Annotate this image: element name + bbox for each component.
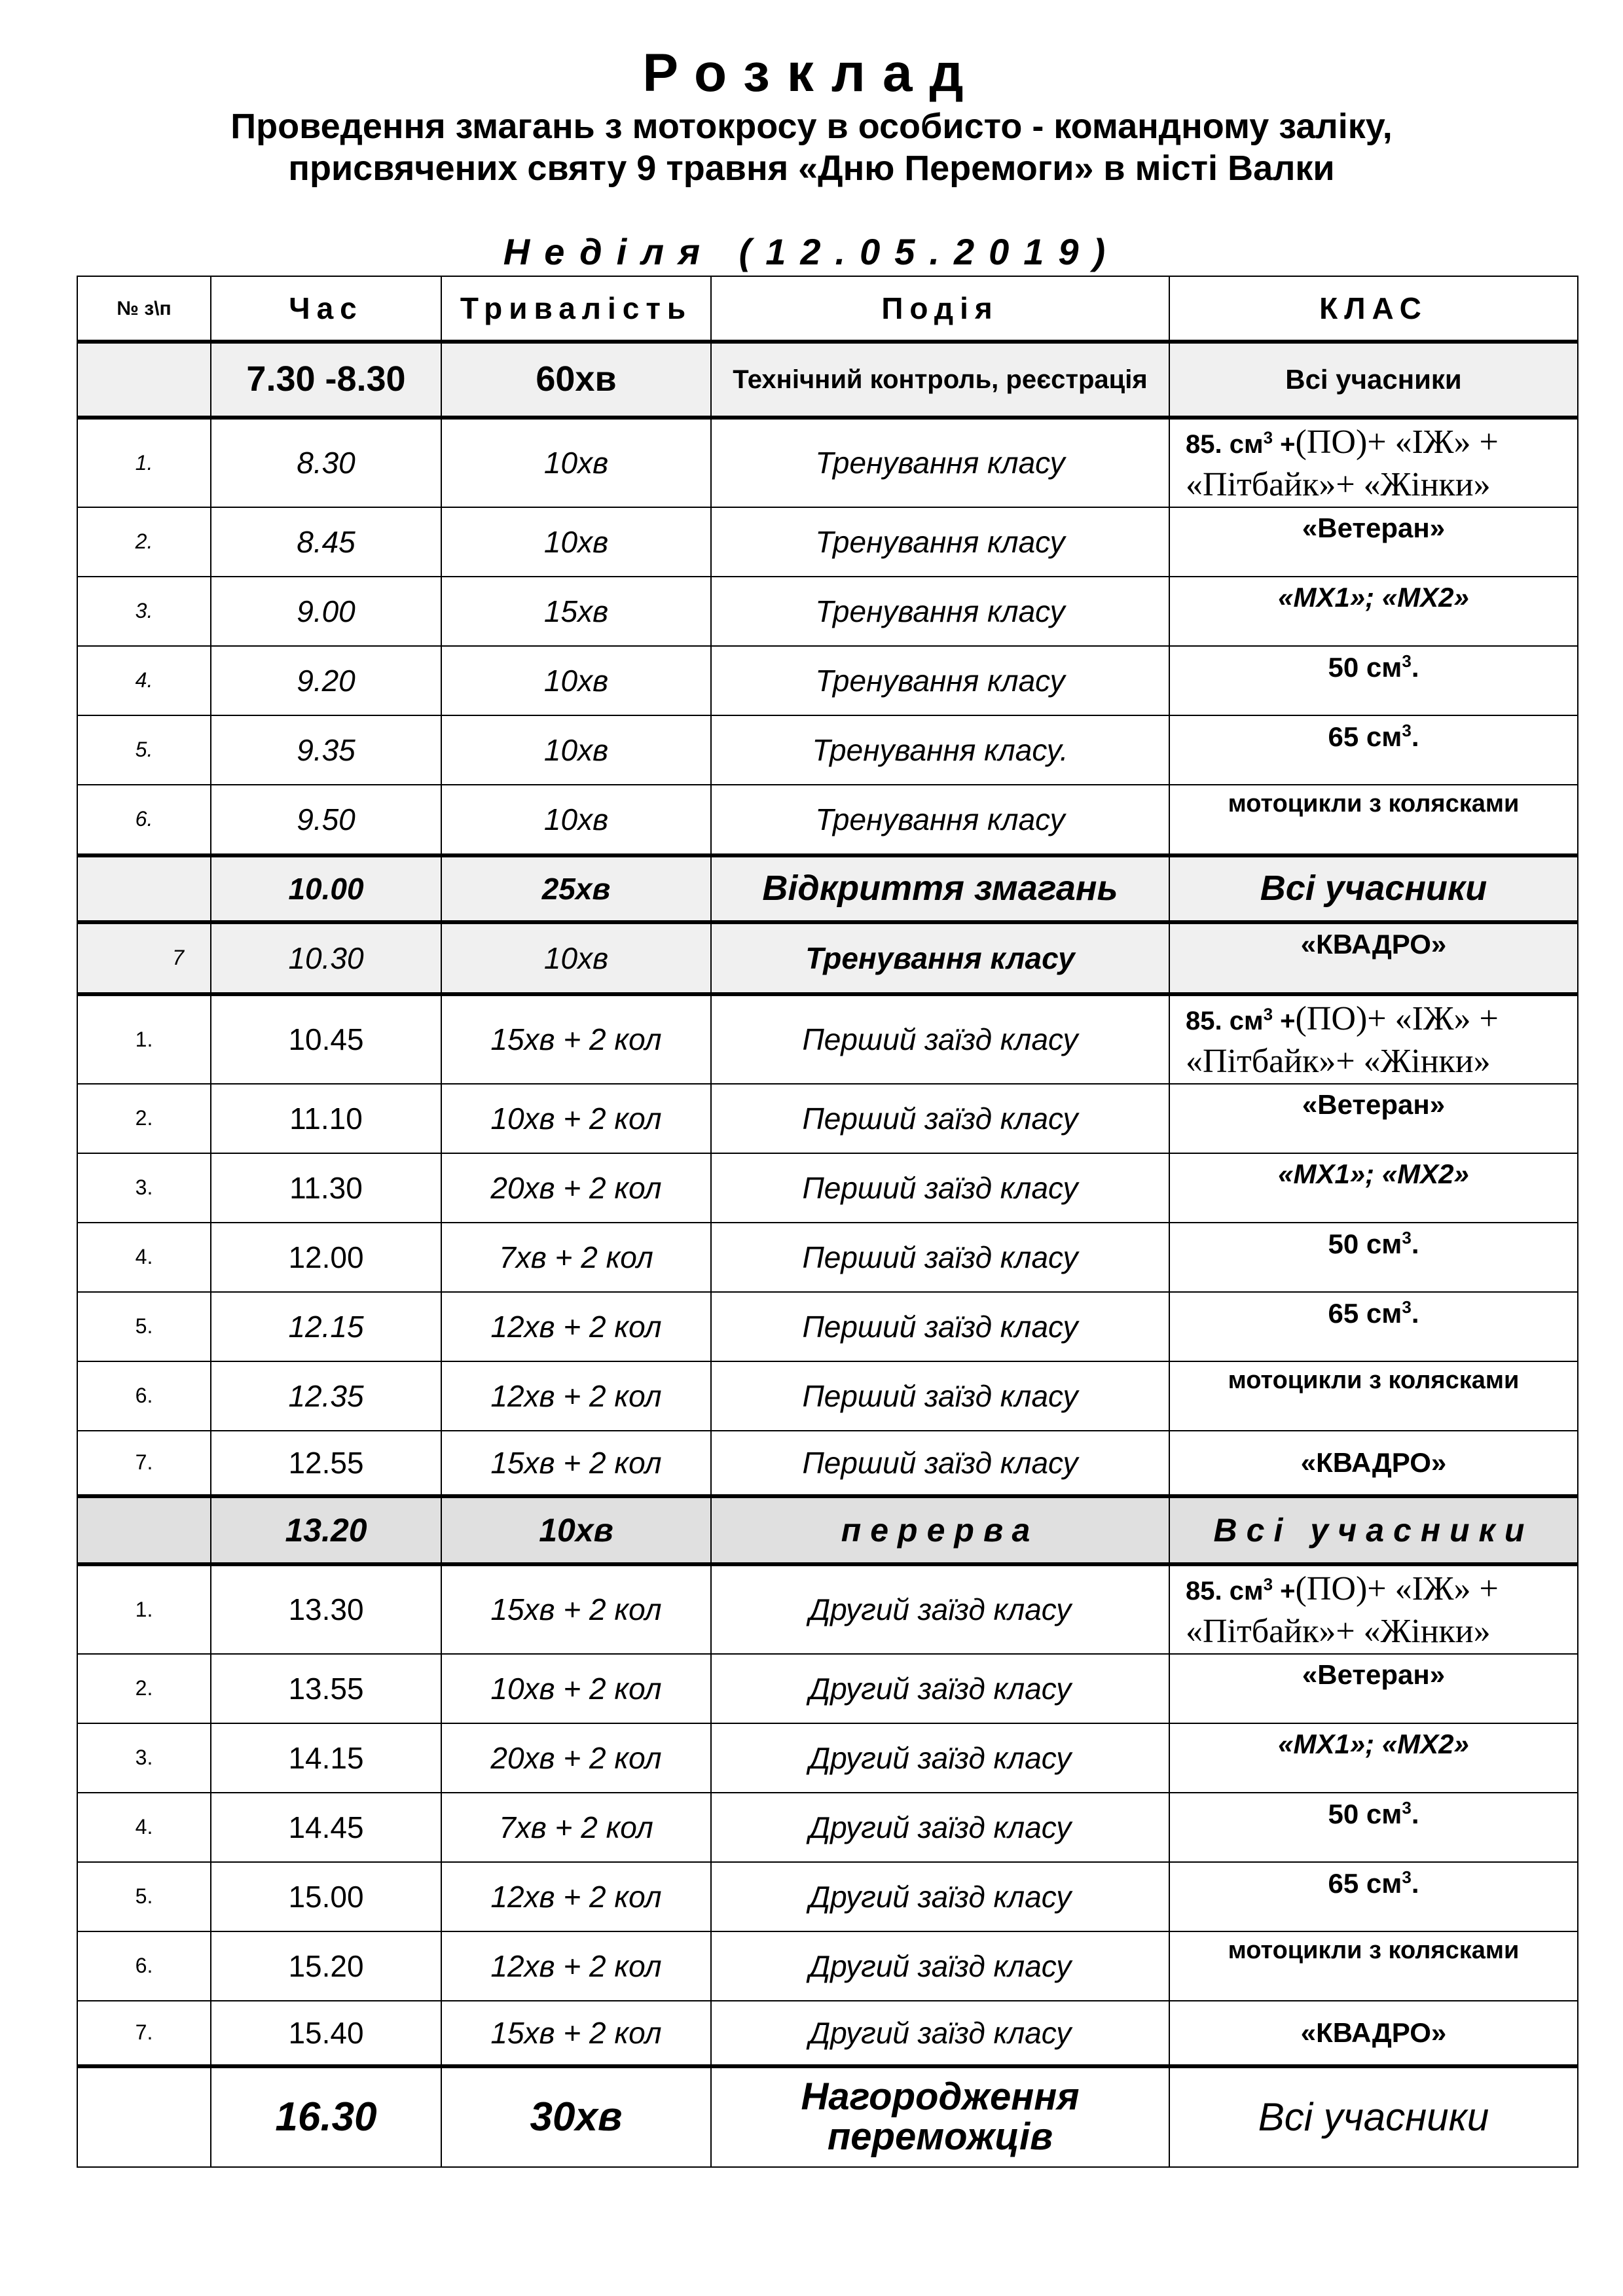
row-num: 6. — [77, 1361, 211, 1431]
table-row — [77, 1496, 1578, 1564]
row-time: 9.35 — [211, 715, 441, 785]
row-class: 65 $см^3$. — [1169, 715, 1578, 785]
row-time: 13.55 — [211, 1654, 441, 1723]
row-duration: 7хв + 2 кол — [441, 1223, 711, 1292]
row-duration: 10хв + 2 кол — [441, 1654, 711, 1723]
col-header-event: Подія — [711, 276, 1169, 342]
row-num — [77, 1496, 211, 1564]
row-class: 65 $см^3$. — [1169, 1862, 1578, 1931]
table-row — [77, 1292, 1578, 1361]
row-num: 4. — [77, 646, 211, 715]
row-event: Другий заїзд класу — [711, 1564, 1169, 1654]
col-header-class: КЛАС — [1169, 276, 1578, 342]
row-duration: 10хв — [441, 922, 711, 994]
row-class: Всі учасники — [1169, 342, 1578, 418]
row-num — [77, 855, 211, 922]
row-time: 10.30 — [211, 922, 441, 994]
table-row — [77, 785, 1578, 855]
subtitle-line-1: Проведення змагань з мотокросу в особисто - командному заліку, — [230, 107, 1393, 146]
row-event: Другий заїзд класу — [711, 2001, 1169, 2066]
row-event: Тренування класу — [711, 785, 1169, 855]
row-event: перерва — [711, 1496, 1169, 1564]
row-event: Перший заїзд класу — [711, 1292, 1169, 1361]
table-row — [77, 342, 1578, 418]
row-event: Тренування класу — [711, 577, 1169, 646]
row-event: Тренування класу — [711, 922, 1169, 994]
row-num: 2. — [77, 507, 211, 577]
row-event: Другий заїзд класу — [711, 1723, 1169, 1793]
table-row — [77, 646, 1578, 715]
table-row — [77, 1431, 1578, 1496]
row-num: 5. — [77, 715, 211, 785]
row-time: 15.20 — [211, 1931, 441, 2001]
row-event: Другий заїзд класу — [711, 1931, 1169, 2001]
row-event: Тренування класу — [711, 646, 1169, 715]
table-row — [77, 855, 1578, 922]
row-num: 3. — [77, 577, 211, 646]
row-event: Нагородження переможців — [711, 2066, 1169, 2167]
row-num: 1. — [77, 418, 211, 507]
row-class: 50 $см^3$. — [1169, 1793, 1578, 1862]
row-num — [77, 2066, 211, 2167]
row-event: Другий заїзд класу — [711, 1862, 1169, 1931]
table-row — [77, 1862, 1578, 1931]
row-time: 14.45 — [211, 1793, 441, 1862]
table-row — [77, 1361, 1578, 1431]
row-event: Перший заїзд класу — [711, 1153, 1169, 1223]
row-class: Всі учасники — [1169, 2066, 1578, 2167]
row-duration: 12хв + 2 кол — [441, 1292, 711, 1361]
row-num: 4. — [77, 1793, 211, 1862]
row-time: 12.35 — [211, 1361, 441, 1431]
row-class: 85. $см^3 +(ПО)+$ «ІЖ» + «Пітбайк»+ «Жінки» — [1169, 994, 1578, 1084]
row-time: 7.30 -8.30 — [211, 342, 441, 418]
row-class: «МХ1»; «МХ2» — [1169, 1723, 1578, 1793]
row-time: 11.10 — [211, 1084, 441, 1153]
row-duration: 10хв — [441, 1496, 711, 1564]
row-duration: 10хв — [441, 418, 711, 507]
row-class: 50 $см^3$. — [1169, 1223, 1578, 1292]
row-duration: 20хв + 2 кол — [441, 1153, 711, 1223]
table-row — [77, 1153, 1578, 1223]
row-num — [77, 342, 211, 418]
row-class: мотоцикли з колясками — [1169, 785, 1578, 855]
row-time: 9.20 — [211, 646, 441, 715]
row-class: Всі учасники — [1169, 1496, 1578, 1564]
row-duration: 10хв + 2 кол — [441, 1084, 711, 1153]
row-time: 10.45 — [211, 994, 441, 1084]
row-event: Перший заїзд класу — [711, 994, 1169, 1084]
row-num: 5. — [77, 1862, 211, 1931]
table-row — [77, 2001, 1578, 2066]
row-class: 50 $см^3$. — [1169, 646, 1578, 715]
row-duration: 15хв + 2 кол — [441, 1564, 711, 1654]
row-num: 2. — [77, 1654, 211, 1723]
row-duration: 15хв — [441, 577, 711, 646]
row-class: 65 $см^3$. — [1169, 1292, 1578, 1361]
row-duration: 30хв — [441, 2066, 711, 2167]
row-class: «КВАДРО» — [1169, 1431, 1578, 1496]
row-num: 7 — [77, 922, 211, 994]
row-num: 6. — [77, 785, 211, 855]
row-num: 3. — [77, 1153, 211, 1223]
row-class: «Ветеран» — [1169, 1654, 1578, 1723]
row-duration: 15хв + 2 кол — [441, 2001, 711, 2066]
row-time: 13.30 — [211, 1564, 441, 1654]
row-num: 5. — [77, 1292, 211, 1361]
table-row — [77, 715, 1578, 785]
row-event: Відкриття змагань — [711, 855, 1169, 922]
row-duration: 7хв + 2 кол — [441, 1793, 711, 1862]
row-num: 6. — [77, 1931, 211, 2001]
table-row — [77, 1654, 1578, 1723]
col-header-duration: Тривалість — [441, 276, 711, 342]
page-title: Розклад — [642, 43, 981, 103]
row-class: «МХ1»; «МХ2» — [1169, 577, 1578, 646]
row-class: Всі учасники — [1169, 855, 1578, 922]
row-time: 15.00 — [211, 1862, 441, 1931]
row-event: Другий заїзд класу — [711, 1654, 1169, 1723]
row-duration: 10хв — [441, 646, 711, 715]
schedule-table — [77, 276, 1578, 2168]
table-row — [77, 1793, 1578, 1862]
row-duration: 10хв — [441, 507, 711, 577]
table-row — [77, 1564, 1578, 1654]
row-class: мотоцикли з колясками — [1169, 1931, 1578, 2001]
row-num: 7. — [77, 1431, 211, 1496]
row-time: 12.55 — [211, 1431, 441, 1496]
table-header-row — [77, 276, 1578, 342]
table-row — [77, 1931, 1578, 2001]
row-time: 9.00 — [211, 577, 441, 646]
row-event: Тренування класу — [711, 507, 1169, 577]
row-class: мотоцикли з колясками — [1169, 1361, 1578, 1431]
row-duration: 60хв — [441, 342, 711, 418]
row-class: 85. $см^3 +(ПО)+$ «ІЖ» + «Пітбайк»+ «Жінки» — [1169, 1564, 1578, 1654]
row-event: Тренування класу. — [711, 715, 1169, 785]
table-row — [77, 1723, 1578, 1793]
row-duration: 12хв + 2 кол — [441, 1361, 711, 1431]
row-num: 1. — [77, 994, 211, 1084]
row-num: 2. — [77, 1084, 211, 1153]
row-time: 8.45 — [211, 507, 441, 577]
row-time: 8.30 — [211, 418, 441, 507]
row-class: «КВАДРО» — [1169, 2001, 1578, 2066]
row-num: 7. — [77, 2001, 211, 2066]
row-class: «Ветеран» — [1169, 507, 1578, 577]
row-time: 11.30 — [211, 1153, 441, 1223]
row-time: 14.15 — [211, 1723, 441, 1793]
row-event: Перший заїзд класу — [711, 1431, 1169, 1496]
table-row — [77, 1084, 1578, 1153]
row-num: 4. — [77, 1223, 211, 1292]
row-time: 10.00 — [211, 855, 441, 922]
row-class: «МХ1»; «МХ2» — [1169, 1153, 1578, 1223]
row-event: Перший заїзд класу — [711, 1084, 1169, 1153]
row-duration: 20хв + 2 кол — [441, 1723, 711, 1793]
row-duration: 12хв + 2 кол — [441, 1862, 711, 1931]
table-row — [77, 922, 1578, 994]
row-duration: 12хв + 2 кол — [441, 1931, 711, 2001]
day-heading: Неділя (12.05.2019) — [503, 231, 1120, 272]
row-time: 12.00 — [211, 1223, 441, 1292]
row-class: 85. $см^3 +(ПО)+$ «ІЖ» + «Пітбайк»+ «Жінки» — [1169, 418, 1578, 507]
row-event: Перший заїзд класу — [711, 1223, 1169, 1292]
row-class: «КВАДРО» — [1169, 922, 1578, 994]
table-row — [77, 994, 1578, 1084]
row-event: Тренування класу — [711, 418, 1169, 507]
row-duration: 25хв — [441, 855, 711, 922]
row-duration: 15хв + 2 кол — [441, 994, 711, 1084]
row-event: Перший заїзд класу — [711, 1361, 1169, 1431]
row-num: 3. — [77, 1723, 211, 1793]
row-time: 15.40 — [211, 2001, 441, 2066]
row-duration: 10хв — [441, 715, 711, 785]
col-header-time: Час — [211, 276, 441, 342]
table-row — [77, 577, 1578, 646]
row-duration: 10хв — [441, 785, 711, 855]
row-duration: 15хв + 2 кол — [441, 1431, 711, 1496]
row-time: 12.15 — [211, 1292, 441, 1361]
row-num: 1. — [77, 1564, 211, 1654]
row-time: 13.20 — [211, 1496, 441, 1564]
table-row — [77, 2066, 1578, 2167]
row-event: Технічний контроль, реєстрація — [711, 342, 1169, 418]
table-row — [77, 507, 1578, 577]
row-time: 16.30 — [211, 2066, 441, 2167]
table-row — [77, 1223, 1578, 1292]
row-time: 9.50 — [211, 785, 441, 855]
row-event: Другий заїзд класу — [711, 1793, 1169, 1862]
subtitle-line-2: присвячених святу 9 травня «Дню Перемоги» в місті Валки — [288, 149, 1335, 188]
table-row — [77, 418, 1578, 507]
row-class: «Ветеран» — [1169, 1084, 1578, 1153]
col-header-num: № з\п — [77, 276, 211, 342]
